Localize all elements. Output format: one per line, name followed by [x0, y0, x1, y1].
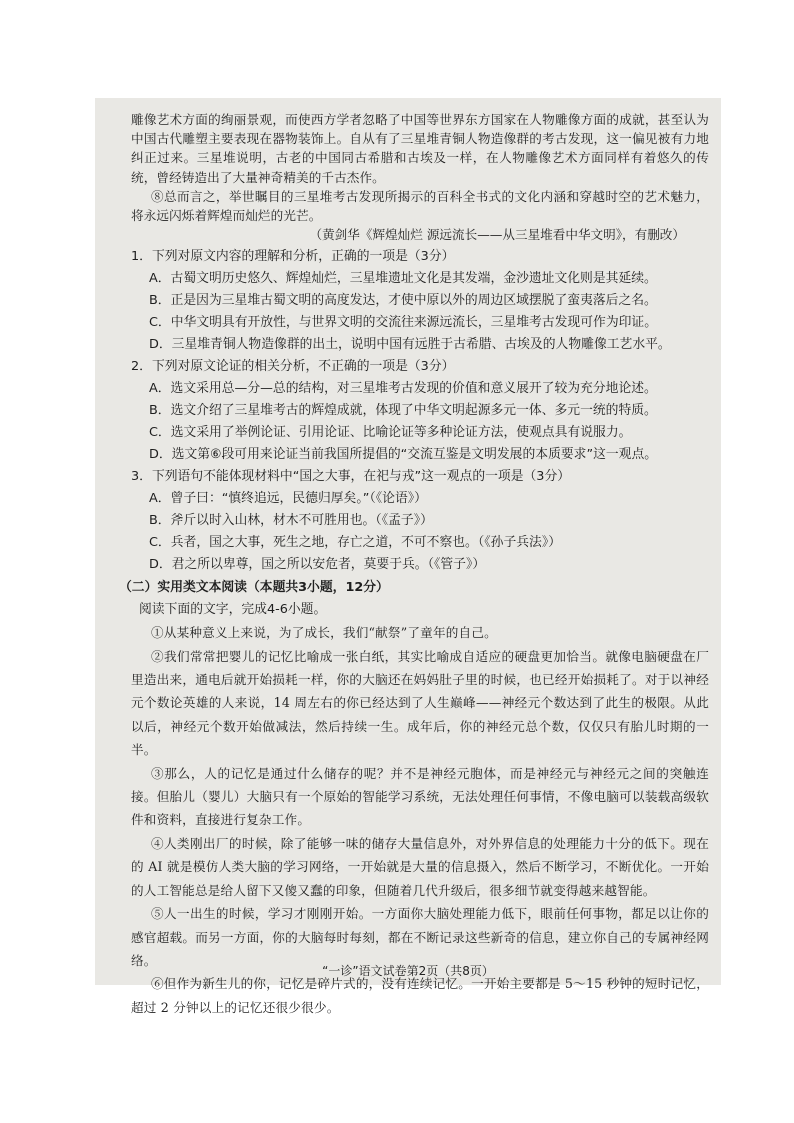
page-footer: “一诊”语文试卷第2页（共8页）	[322, 964, 494, 978]
question-3-option-d: D．君之所以卑尊，国之所以安危者，莫要于兵。（《管子》）	[149, 557, 486, 573]
question-2-option-b: B．选文介绍了三星堆考古的辉煌成就，体现了中华文明起源多元一体、多元一统的特质。	[149, 403, 657, 419]
question-1-option-b: B．正是因为三星堆古蜀文明的高度发达，才使中原以外的周边区域摆脱了蛮夷落后之名。	[149, 293, 657, 309]
question-1-stem: 1．下列对原文内容的理解和分析，正确的一项是（3分）	[131, 249, 455, 265]
passage2-para-3: ③那么，人的记忆是通过什么储存的呢？并不是神经元胞体，而是神经元与神经元之间的突触连接。但胎儿（婴儿）大脑只有一个原始的智能学习系统，无法处理任何事情，不像电脑可以装载高级软件和资料，直接进行复杂工作。	[131, 765, 709, 828]
passage2-para-1: ①从某种意义上来说，为了成长，我们“献祭”了童年的自己。	[151, 625, 497, 641]
passage2-para-5: ⑤人一出生的时候，学习才刚刚开始。一方面你大脑处理能力低下，眼前任何事物，都足以让你的感官超载。而另一方面，你的大脑每时每刻，都在不断记录这些新奇的信息，建立你自己的专属神经网络。	[131, 906, 709, 968]
passage2-para-2: ②我们常常把婴儿的记忆比喻成一张白纸，其实比喻成自适应的硬盘更加恰当。就像电脑硬盘在厂里造出来，通电后就开始损耗一样，你的大脑还在妈妈肚子里的时候，也已经开始损耗了。对于以神经元个数论英雄的人来说，14 周左右的你已经达到了人生巅峰——神经元个数达到了此生的极限。从此以后，神经元个数开始做减法，然后持续一生。成年后，你的神经元总个数，仅仅只有胎儿时期的一半。	[131, 648, 709, 758]
question-2-stem: 2．下列对原文论证的相关分析，不正确的一项是（3分）	[131, 359, 455, 375]
question-2-option-a: A．选文采用总—分—总的结构，对三星堆考古发现的价值和意义展开了较为充分地论述。	[149, 381, 657, 397]
question-2-option-d: D．选文第⑥段可用来论证当前我国所提倡的“交流互鉴是文明发展的本质要求”这一观点。	[149, 447, 658, 463]
passage2-para-6: ⑥但作为新生儿的你，记忆是碎片式的，没有连续记忆。一开始主要都是 5～15 秒钟的短时记忆，超过 2 分钟以上的记忆还很少很少。	[131, 976, 709, 1015]
passage1-para-7-end: 雕像艺术方面的绚丽景观，而使西方学者忽略了中国等世界东方国家在人物雕像方面的成就，甚至认为中国古代雕塑主要表现在器物装饰上。自从有了三星堆青铜人物造像群的考古发现，这一偏见被有力地纠正过来。三星堆说明，古老的中国同古希腊和古埃及一样，在人物雕像艺术方面同样有着悠久的传统，曾经铸造出了大量神奇精美的千古杰作。	[131, 112, 709, 185]
passage2-para-4: ④人类刚出厂的时候，除了能够一味的储存大量信息外，对外界信息的处理能力十分的低下。现在的 AI 就是模仿人类大脑的学习网络，一开始就是大量的信息摄入，然后不断学习，不断优化。一开始的人工智能总是给人留下又傻又蠢的印象，但随着几代升级后，很多细节就变得越来越智能。	[131, 835, 709, 898]
question-3-option-c: C．兵者，国之大事，死生之地，存亡之道，不可不察也。（《孙子兵法》）	[149, 535, 562, 551]
section-2-intro: 阅读下面的文字，完成4-6小题。	[139, 602, 327, 618]
section-2-title: （二）实用类文本阅读（本题共3小题，12分）	[119, 580, 389, 596]
question-1-option-a: A．古蜀文明历史悠久、辉煌灿烂，三星堆遗址文化是其发端，金沙遗址文化则是其延续。	[149, 271, 657, 287]
question-3-stem: 3．下列语句不能体现材料中“国之大事，在祀与戎”这一观点的一项是（3分）	[131, 469, 571, 485]
question-1-option-d: D．三星堆青铜人物造像群的出土，说明中国有远胜于古希腊、古埃及的人物雕像工艺水平。	[149, 337, 671, 353]
exam-page	[95, 98, 721, 1015]
question-2-option-c: C．选文采用了举例论证、引用论证、比喻论证等多种论证方法，使观点具有说服力。	[149, 425, 632, 441]
question-3-option-b: B．斧斤以时入山林，材木不可胜用也。（《孟子》）	[149, 513, 433, 529]
question-1-option-c: C．中华文明具有开放性，与世界文明的交流往来源远流长，三星堆考古发现可作为印证。	[149, 315, 658, 331]
question-3-option-a: A．曾子曰：“慎终追远，民德归厚矣。”（《论语》）	[149, 491, 427, 507]
passage1-para-8: ⑧总而言之，举世瞩目的三星堆考古发现所揭示的百科全书式的文化内涵和穿越时空的艺术魅力，将永远闪烁着辉煌而灿烂的光芒。	[131, 188, 709, 224]
source-citation: （黄剑华《辉煌灿烂 源远流长——从三星堆看中华文明》，有删改）	[309, 227, 685, 243]
